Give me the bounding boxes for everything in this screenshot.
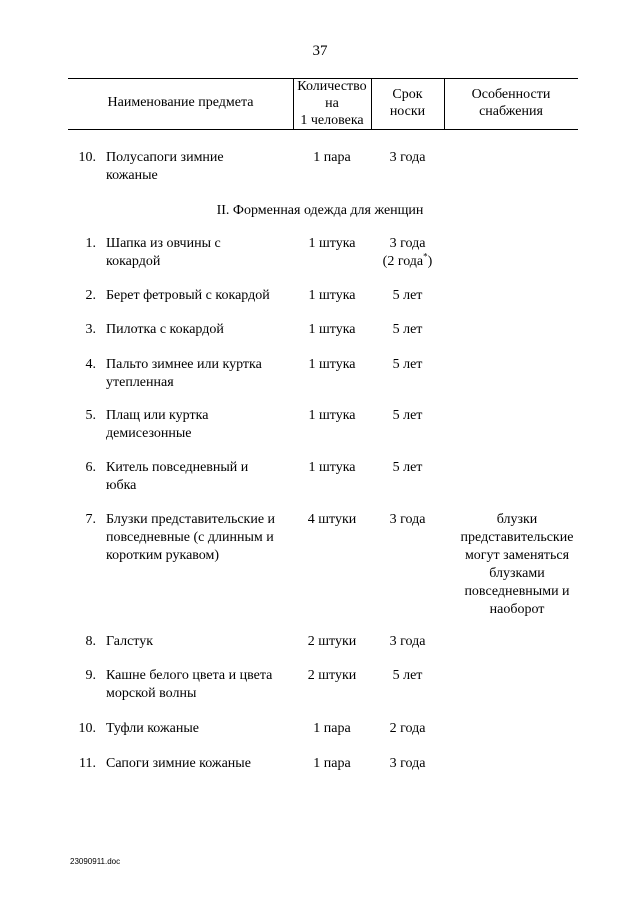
row-quantity: 4 штуки <box>307 512 357 527</box>
item-name-line: Сапоги зимние кожаные <box>106 756 251 771</box>
row-item-name <box>106 511 296 565</box>
row-item-name <box>106 149 296 185</box>
item-name-line: Шапка из овчины с <box>106 236 221 251</box>
row-wear-term <box>371 235 444 271</box>
header-wear-term-line: носки <box>389 104 426 119</box>
row-quantity: 1 пара <box>313 756 351 771</box>
row-quantity: 2 штуки <box>307 634 357 649</box>
row-wear-term: 5 лет <box>392 322 423 337</box>
header-quantity <box>293 78 371 129</box>
notes-line: могут заменяться <box>464 548 570 563</box>
item-name-line: Пилотка с кокардой <box>106 322 224 337</box>
wear-term-alt-text: (2 года <box>382 254 424 269</box>
header-supply-notes-line: снабжения <box>479 104 543 119</box>
row-number: 1. <box>85 236 96 251</box>
row-quantity: 1 штука <box>308 322 356 337</box>
item-name-line: Китель повседневный и <box>106 460 249 475</box>
row-wear-term: 3 года <box>389 634 426 649</box>
row-quantity: 1 штука <box>308 236 356 251</box>
row-wear-term: 5 лет <box>392 460 423 475</box>
row-number: 7. <box>85 512 96 527</box>
header-quantity-line: на <box>325 96 339 111</box>
row-item-name <box>106 755 296 773</box>
row-number: 5. <box>85 408 96 423</box>
header-supply-notes-line: Особенности <box>471 87 551 102</box>
item-name-line: юбка <box>106 478 137 493</box>
item-name-line: Туфли кожаные <box>106 721 199 736</box>
item-name-line: кокардой <box>106 254 161 269</box>
row-item-name <box>106 321 296 339</box>
item-name-line: повседневные (с длинным и <box>106 530 274 545</box>
header-item-name: Наименование предмета <box>107 95 254 110</box>
item-name-line: коротким рукавом) <box>106 548 220 563</box>
header-wear-term <box>371 86 444 120</box>
header-supply-notes <box>444 86 578 120</box>
row-wear-term: 3 года <box>389 512 426 527</box>
row-number: 9. <box>85 668 96 683</box>
item-name-line: Блузки представительские и <box>106 512 276 527</box>
item-name-line: Берет фетровый с кокардой <box>106 288 270 303</box>
row-quantity: 1 пара <box>313 150 351 165</box>
wear-term-alt <box>371 253 444 271</box>
notes-line: представительские <box>460 530 574 545</box>
row-wear-term: 2 года <box>389 721 426 736</box>
item-name-line: Галстук <box>106 634 154 649</box>
row-number: 10. <box>78 150 96 165</box>
row-wear-term: 5 лет <box>392 288 423 303</box>
wear-term-alt-close: ) <box>427 254 433 269</box>
row-supply-notes <box>444 511 590 619</box>
item-name-line: демисезонные <box>106 426 192 441</box>
row-item-name <box>106 407 296 443</box>
row-number: 8. <box>85 634 96 649</box>
item-name-line: утепленная <box>106 375 174 390</box>
item-name-line: Кашне белого цвета и цвета <box>106 668 273 683</box>
row-number: 6. <box>85 460 96 475</box>
row-item-name <box>106 287 296 305</box>
row-quantity: 1 штука <box>308 460 356 475</box>
page-number: 37 <box>312 43 328 59</box>
row-number: 10. <box>78 721 96 736</box>
item-name-line: Полусапоги зимние <box>106 150 224 165</box>
header-quantity-line: Количество <box>297 79 367 94</box>
notes-line: блузки <box>496 512 538 527</box>
row-quantity: 1 штука <box>308 357 356 372</box>
row-wear-term: 5 лет <box>392 408 423 423</box>
footnote-mark: * <box>423 251 428 262</box>
row-wear-term: 3 года <box>389 756 426 771</box>
row-wear-term: 5 лет <box>392 357 423 372</box>
row-number: 2. <box>85 288 96 303</box>
header-quantity-line: 1 человека <box>300 113 364 128</box>
item-name-line: Плащ или куртка <box>106 408 209 423</box>
item-name-line: морской волны <box>106 686 197 701</box>
footer-filename: 23090911.doc <box>70 857 121 866</box>
row-wear-term: 5 лет <box>392 668 423 683</box>
header-wear-term-line: Срок <box>392 87 423 102</box>
item-name-line: кожаные <box>106 168 158 183</box>
section-title: II. Форменная одежда для женщин <box>216 203 424 218</box>
row-item-name <box>106 356 296 392</box>
row-quantity: 1 штука <box>308 408 356 423</box>
row-quantity: 1 штука <box>308 288 356 303</box>
wear-term-line: 3 года <box>389 236 426 251</box>
row-number: 4. <box>85 357 96 372</box>
row-wear-term: 3 года <box>389 150 426 165</box>
row-item-name <box>106 667 296 703</box>
table-header-bottom-rule <box>68 129 578 130</box>
notes-line: наоборот <box>489 602 545 617</box>
row-number: 11. <box>79 756 96 771</box>
notes-line: повседневными и <box>464 584 570 599</box>
row-item-name <box>106 633 296 651</box>
item-name-line: Пальто зимнее или куртка <box>106 357 262 372</box>
row-quantity: 2 штуки <box>307 668 357 683</box>
row-item-name <box>106 720 296 738</box>
row-item-name <box>106 235 296 271</box>
notes-line: блузками <box>489 566 545 581</box>
row-quantity: 1 пара <box>313 721 351 736</box>
row-number: 3. <box>85 322 96 337</box>
row-item-name <box>106 459 296 495</box>
